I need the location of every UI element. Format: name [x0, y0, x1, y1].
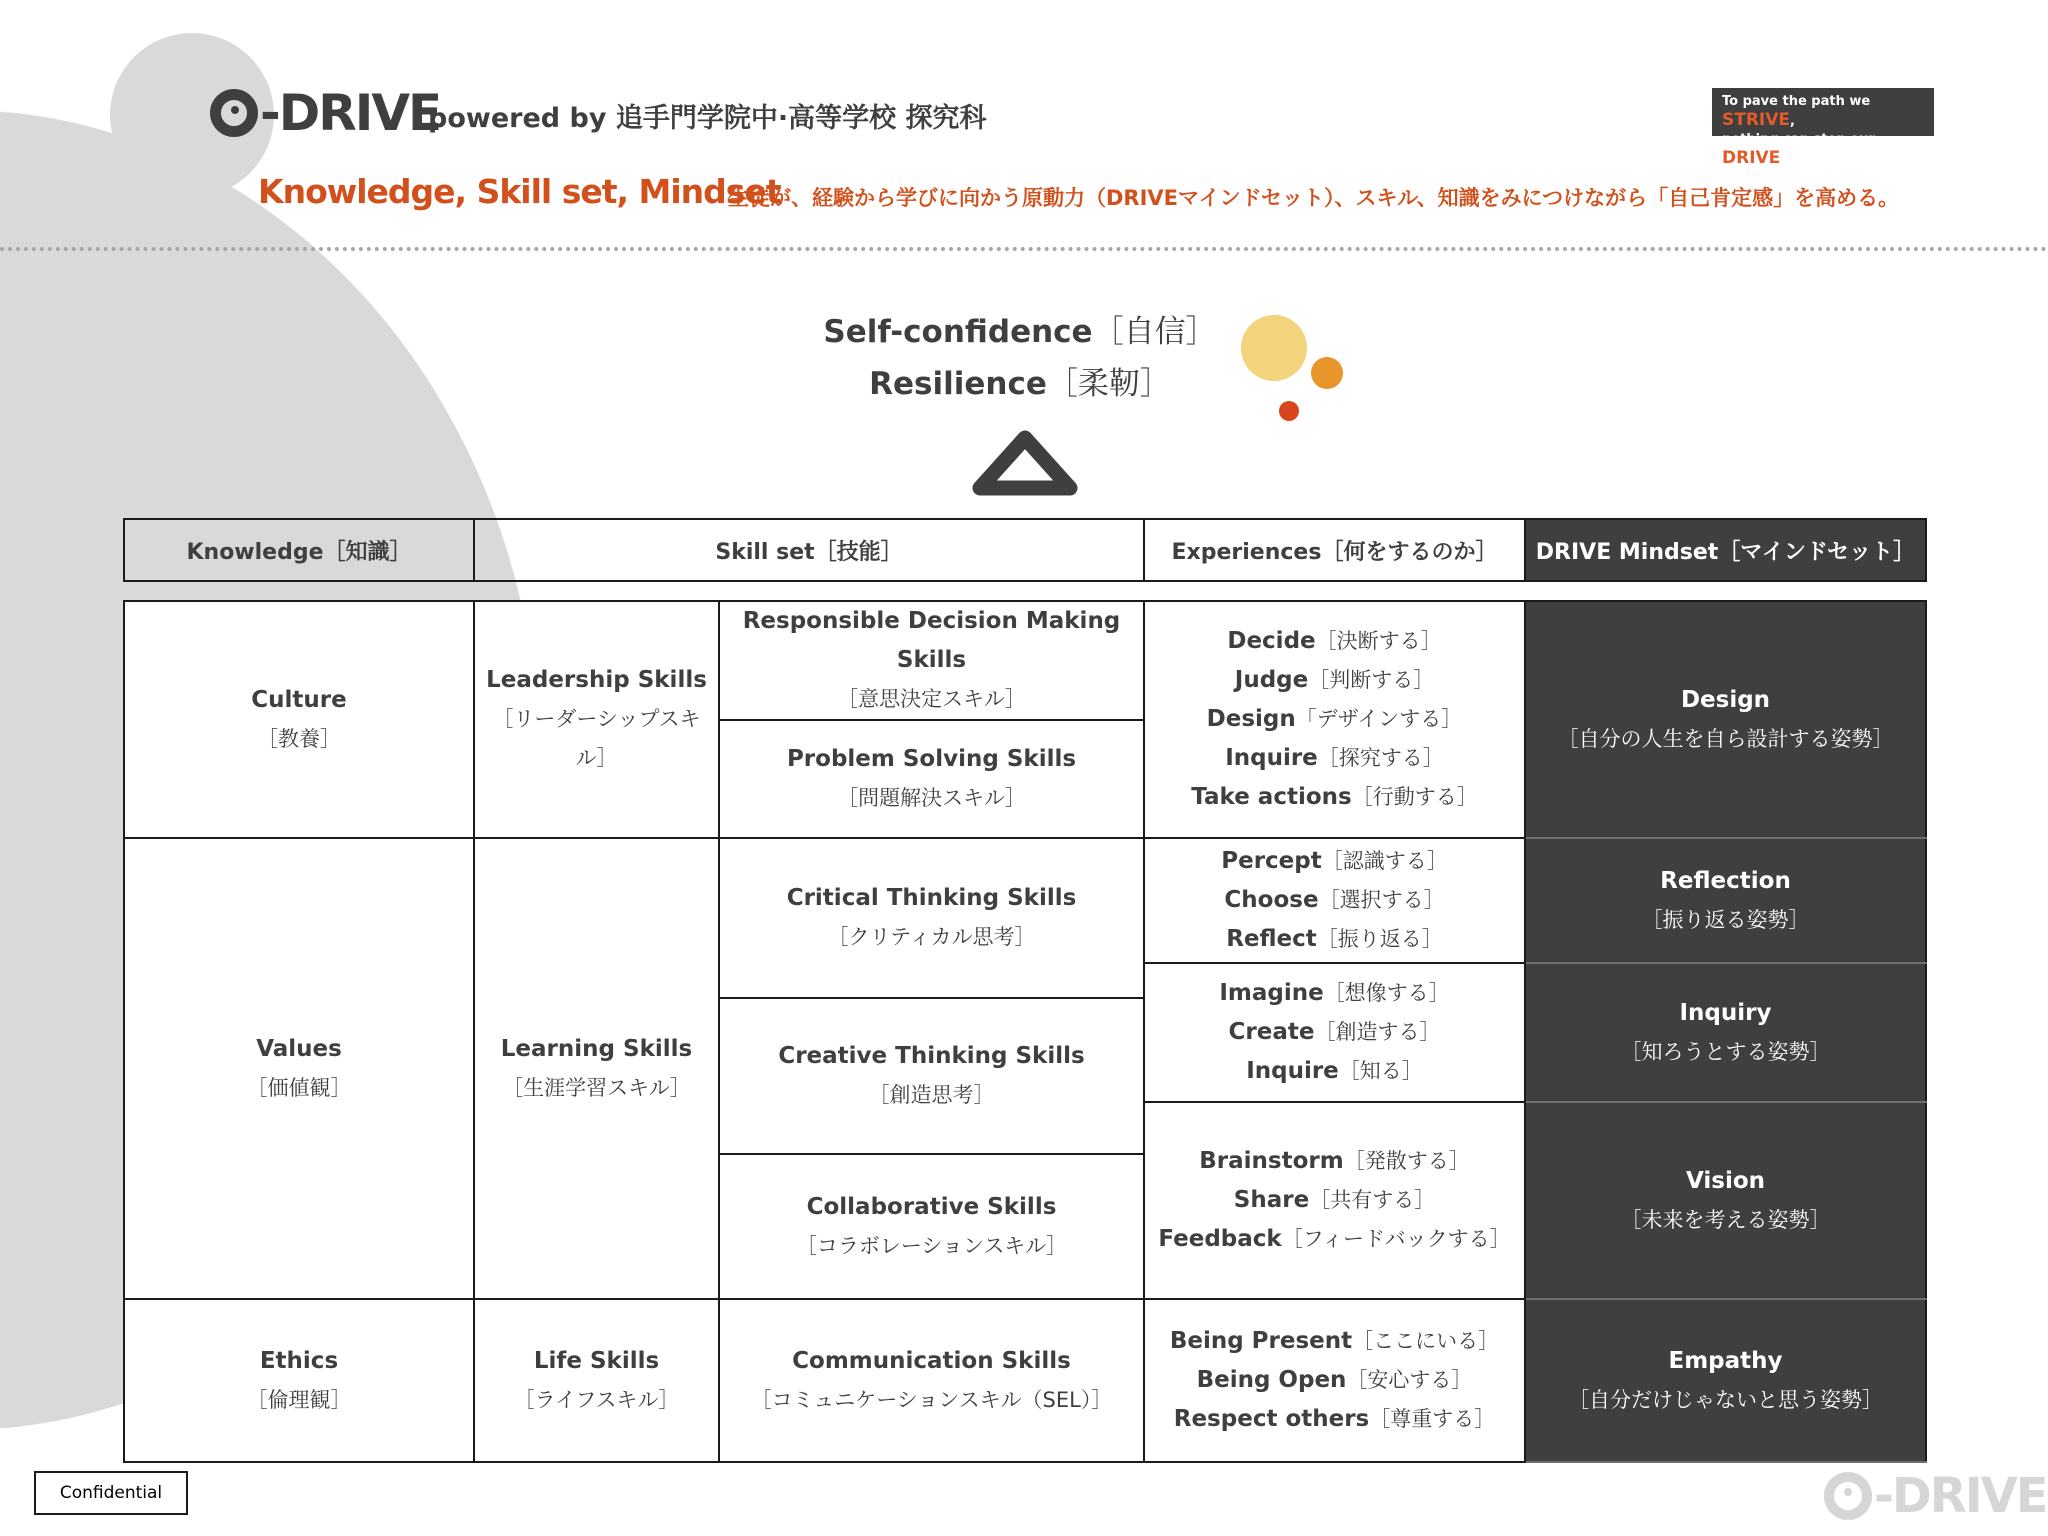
- skill-group-learning: Learning Skills ［生涯学習スキル］: [474, 838, 719, 1299]
- mindset-cell-design: Design ［自分の人生を自ら設計する姿勢］: [1525, 601, 1926, 838]
- skill-cell-critical-thinking: Critical Thinking Skills ［クリティカル思考］: [719, 838, 1144, 998]
- drive-logo: [210, 84, 440, 142]
- mindset-cell-vision: Vision ［未来を考える姿勢］: [1525, 1102, 1926, 1299]
- page-subtitle: 生徒が、経験から学びに向かう原動力（DRIVEマインドセット）、スキル、知識をみにつけながら「自己肯定感」を高める。: [728, 186, 1900, 210]
- skill-group-leadership: Leadership Skills ［リーダーシップスキル］: [474, 601, 719, 838]
- experiences-cell-empathy: Being Present［ここにいる］ Being Open［安心する］ Respect others［尊重する］: [1144, 1299, 1525, 1462]
- mindset-cell-empathy: Empathy ［自分だけじゃないと思う姿勢］: [1525, 1299, 1926, 1462]
- logo-text: -DRIVE: [260, 84, 441, 142]
- column-header-row: [123, 518, 1927, 582]
- mindset-cell-inquiry: Inquiry ［知ろうとする姿勢］: [1525, 963, 1926, 1102]
- skill-cell-problem-solving: Problem Solving Skills ［問題解決スキル］: [719, 720, 1144, 838]
- dotted-divider: [0, 247, 2048, 251]
- skill-cell-communication: Communication Skills ［コミュニケーションスキル（SEL）］: [719, 1299, 1144, 1462]
- slogan-line-1: To pave the path we STRIVE,: [1722, 94, 1871, 130]
- knowledge-cell-ethics: Ethics ［倫理観］: [124, 1299, 474, 1462]
- skill-group-life: Life Skills ［ライフスキル］: [474, 1299, 719, 1462]
- knowledge-cell-culture: Culture ［教養］: [124, 601, 474, 838]
- footer-logo-o-icon: [1824, 1472, 1872, 1520]
- experiences-cell-inquiry: Imagine［想像する］ Create［創造する］ Inquire［知る］: [1144, 963, 1525, 1102]
- page-title: Knowledge, Skill set, Mindset: [258, 172, 781, 211]
- header-experiences: Experiences［何をするのか］: [1144, 519, 1525, 581]
- knowledge-cell-values: Values ［価値観］: [124, 838, 474, 1299]
- decor-circle-red: [1279, 401, 1299, 421]
- slogan-line-2: nothing can stop our DRIVE.: [1722, 132, 1875, 168]
- experiences-cell-reflection: Percept［認識する］ Choose［選択する］ Reflect［振り返る］: [1144, 838, 1525, 963]
- logo-o-icon: [210, 89, 258, 137]
- experiences-cell-design: Decide［決断する］ Judge［判断する］ Design「デザインする］ Inquire［探究する］ Take actions［行動する］: [1144, 601, 1525, 838]
- triangle-icon: [972, 430, 1078, 496]
- framework-table: [123, 600, 1927, 1463]
- mindset-cell-reflection: Reflection ［振り返る姿勢］: [1525, 838, 1926, 963]
- skill-cell-collaborative: Collaborative Skills ［コラボレーションスキル］: [719, 1154, 1144, 1299]
- decor-circle-orange: [1311, 357, 1343, 389]
- footer-logo-text: -DRIVE: [1874, 1468, 2047, 1524]
- experiences-cell-vision: Brainstorm［発散する］ Share［共有する］ Feedback［フィードバックする］: [1144, 1102, 1525, 1299]
- powered-by-text: powered by 追手門学院中·高等学校 探究科: [428, 103, 987, 134]
- header-knowledge: Knowledge［知識］: [124, 519, 474, 581]
- resilience-label: Resilience［柔靭］: [869, 366, 1171, 402]
- self-confidence-label: Self-confidence［自信］: [823, 314, 1217, 350]
- confidential-label: Confidential: [34, 1471, 188, 1515]
- decor-circle-yellow: [1241, 315, 1307, 381]
- header-skillset: Skill set［技能］: [474, 519, 1144, 581]
- skill-cell-creative-thinking: Creative Thinking Skills ［創造思考］: [719, 998, 1144, 1154]
- footer-logo: [1824, 1468, 2047, 1524]
- slogan-badge: [1712, 88, 1934, 168]
- skill-cell-decision-making: Responsible Decision Making Skills ［意思決定スキル］: [719, 601, 1144, 720]
- header-mindset: DRIVE Mindset［マインドセット］: [1525, 519, 1926, 581]
